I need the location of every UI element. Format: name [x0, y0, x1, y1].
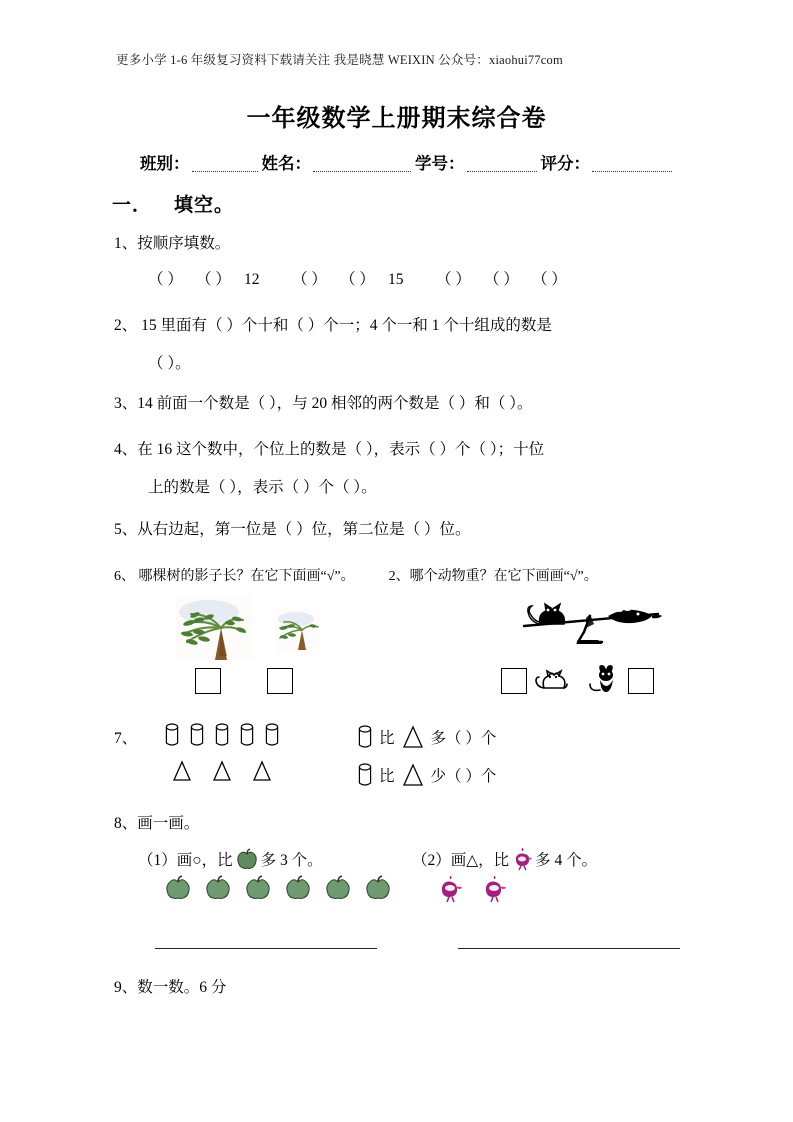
question-2-line1: 2、 15 里面有（ ）个十和（ ）个一；4 个一和 1 个十组成的数是: [114, 317, 552, 334]
mouse-icon: [588, 663, 622, 695]
chicken-icon: [438, 876, 462, 902]
cylinder-icon: [265, 722, 279, 748]
seq-item-2: 12: [244, 271, 260, 288]
apple-icon: [165, 876, 191, 900]
question-6-tree2-checkbox[interactable]: [267, 668, 293, 694]
q7-less-tail[interactable]: 少（ ）个: [430, 768, 497, 785]
q8-sub2-pre: （2）画△，比: [412, 852, 510, 869]
chicken-icon: [482, 876, 506, 902]
seesaw-cat-mouse-icon: [512, 598, 664, 652]
q8-sub1-post: 多 3 个。: [260, 852, 323, 869]
student-info-line: [140, 150, 660, 174]
seq-item-3[interactable]: （ ）: [292, 271, 327, 288]
willow-tree-small-icon: [275, 610, 321, 650]
page-title: 一年级数学上册期末综合卷: [246, 106, 547, 132]
triangle-icon: [402, 763, 424, 787]
q8-sub1-pre: （1）画○，比: [138, 852, 233, 869]
question-4-line2: 上的数是（ ），表示（ ）个（ ）。: [148, 479, 377, 496]
chicken-icon: [512, 848, 532, 870]
question-7-cylinder-row: [165, 722, 279, 748]
cylinder-icon: [215, 722, 229, 748]
question-1-sequence: [148, 268, 580, 291]
apple-icon: [236, 849, 258, 869]
question-8-heading: 8、画一画。: [114, 815, 200, 832]
student-id-field-group: [415, 150, 541, 174]
cylinder-icon: [240, 722, 254, 748]
question-6-part-b: 2、哪个动物重？在它下画画“√”。: [388, 569, 598, 584]
cylinder-icon: [165, 722, 179, 748]
seq-item-6[interactable]: （ ）: [436, 271, 471, 288]
triangle-icon: [402, 725, 424, 749]
apple-icon: [245, 876, 271, 900]
class-field-group: [140, 150, 262, 174]
cat-icon: [534, 668, 568, 694]
apple-icon: [285, 876, 311, 900]
score-input-blank[interactable]: [592, 156, 672, 172]
question-8-chicken-row: [438, 876, 506, 902]
question-7-statement-less: [358, 762, 496, 788]
question-7-triangle-row: [172, 760, 272, 782]
question-7-statement-more: [358, 724, 496, 750]
question-8-sub1: [138, 848, 323, 870]
section-heading: [112, 190, 234, 217]
question-9-text: 9、数一数。6 分: [114, 979, 227, 996]
apple-icon: [325, 876, 351, 900]
apple-icon: [365, 876, 391, 900]
watermark-text: 更多小学 1-6 年级复习资料下载请关注 我是晓慧 WEIXIN 公众号：xiaohui77com: [116, 53, 563, 67]
triangle-icon: [252, 760, 272, 782]
cylinder-icon: [358, 724, 372, 750]
student-id-label: 学号：: [415, 154, 465, 173]
question-4-line1: 4、在 16 这个数中，个位上的数是（ ），表示（ ）个（ ）；十位: [114, 441, 545, 458]
score-field-group: [541, 150, 677, 174]
cylinder-icon: [358, 762, 372, 788]
question-6-tree1-checkbox[interactable]: [195, 668, 221, 694]
q7-more-mid: 比: [379, 730, 395, 747]
question-3-line1: 3、14 前面一个数是（ ），与 20 相邻的两个数是（ ）和（ ）。: [114, 395, 533, 412]
score-label: 评分：: [540, 154, 590, 173]
question-8-apple-row: [165, 876, 391, 900]
seq-item-1[interactable]: （ ）: [196, 271, 231, 288]
cylinder-icon: [190, 722, 204, 748]
name-input-blank[interactable]: [313, 156, 411, 172]
class-label: 班别：: [140, 154, 190, 173]
section-number: 一．: [112, 195, 153, 216]
willow-tree-large-icon: [175, 598, 253, 660]
q7-more-tail[interactable]: 多（ ）个: [430, 730, 497, 747]
name-field-group: [262, 150, 416, 174]
q7-less-mid: 比: [379, 768, 395, 785]
question-6-cat-checkbox[interactable]: [501, 668, 527, 694]
student-id-input-blank[interactable]: [467, 156, 537, 172]
apple-icon: [205, 876, 231, 900]
question-1-text: 1、按顺序填数。: [114, 235, 231, 252]
question-2-line2: （ ）。: [148, 355, 191, 372]
question-8-answer-line-1[interactable]: [155, 948, 377, 949]
seq-item-0[interactable]: （ ）: [148, 271, 183, 288]
q8-sub2-post: 多 4 个。: [535, 852, 598, 869]
seq-item-8[interactable]: （ ）: [532, 271, 567, 288]
name-label: 姓名：: [261, 154, 311, 173]
question-8-answer-line-2[interactable]: [458, 948, 680, 949]
seq-item-7[interactable]: （ ）: [484, 271, 519, 288]
class-input-blank[interactable]: [192, 156, 258, 172]
section-title: 填空。: [174, 195, 235, 216]
question-6-text: [114, 566, 598, 587]
question-5-line1: 5、从右边起，第一位是（ ）位，第二位是（ ）位。: [114, 521, 471, 538]
seq-item-5: 15: [388, 271, 404, 288]
question-7-number: 7、: [114, 730, 138, 747]
question-6-mouse-checkbox[interactable]: [628, 668, 654, 694]
seq-item-4[interactable]: （ ）: [340, 271, 375, 288]
triangle-icon: [172, 760, 192, 782]
question-8-sub2: [412, 848, 597, 870]
question-6-part-a: 6、 哪棵树的影子长？在它下面画“√”。: [114, 569, 355, 584]
triangle-icon: [212, 760, 232, 782]
